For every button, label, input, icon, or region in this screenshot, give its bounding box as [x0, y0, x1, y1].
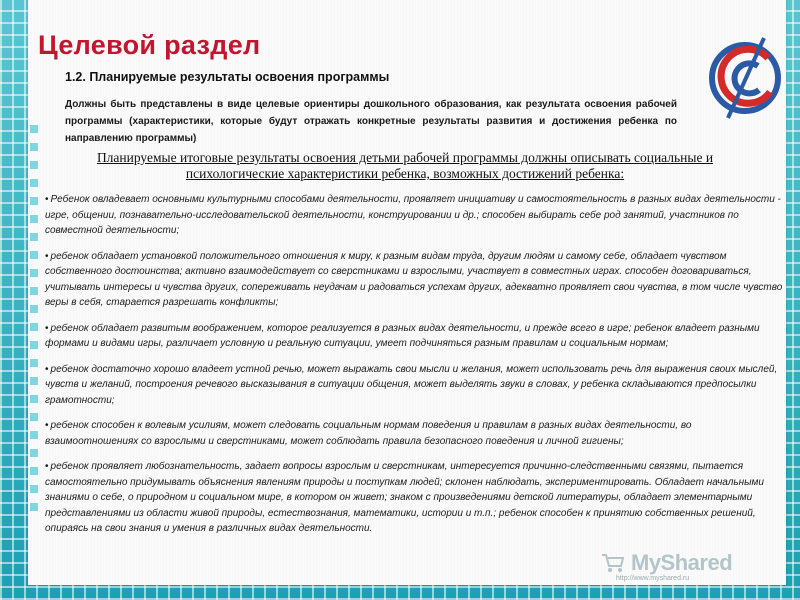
list-item: [45, 362, 785, 409]
bullet-icon: •: [45, 363, 49, 375]
bullet-icon: •: [45, 420, 49, 431]
education-standard-logo: [706, 32, 784, 124]
list-item-text: ребенок проявляет любознательность, задает вопросы взрослым и сверстникам, интересуется причинно-следственными связями, пытается самостоятельно придумывать объяснения явлениям природы и поступкам людей; склонен наблюдать, экспериментировать. Обладает начальными знаниями о себе, о природном и социальном мире, в котором он живет; знаком с произведениями детской литературы, обладает элементарными представлениями из области живой природы, естествознания, математики, истории и т.п.; ребенок способен к принятию собственных решений, опираясь на свои знания и умения в различных видах деятельности.: [45, 461, 764, 534]
list-item-text: Ребенок овладевает основными культурными способами деятельности, проявляет инициативу и самостоятельность в разных видах деятельности - игре, общении, познавательно-исследовательской деятельности, конструировании и др.; способен выбирать себе род занятий, участников по совместной деятельности;: [45, 194, 781, 236]
watermark-url: http://www.myshared.ru: [616, 575, 690, 582]
cart-icon: [601, 552, 625, 574]
watermark: [601, 549, 771, 577]
results-heading: Планируемые итоговые результаты освоения детьми рабочей программы должны описывать социальные и психологические характеристики ребенка, возможных достижений ребенка:: [96, 150, 714, 181]
bullet-icon: •: [45, 194, 49, 205]
bullet-icon: •: [45, 250, 49, 262]
intro-paragraph: Должны быть представлены в виде целевые ориентиры дошкольного образования, как результата освоения рабочей программы (характеристики, которые будут отражать конкретные результаты развития и достижения ребенка по направлению программы): [65, 99, 677, 144]
bullet-icon: •: [45, 322, 49, 334]
list-item: [45, 459, 785, 537]
list-item-text: ребенок достаточно хорошо владеет устной речью, может выражать свои мысли и желания, может использовать речь для выражения своих мыслей, чувств и желаний, построения речевого высказывания в ситуации общения, может выделять звуки в словах, у ребенка складываются предпосылки грамотности;: [45, 363, 778, 406]
watermark-brand: MyShared: [631, 550, 733, 575]
results-list: [45, 192, 785, 547]
list-item: [45, 249, 785, 311]
list-item: [45, 321, 785, 352]
decorative-squares: [29, 124, 40, 512]
list-item-text: ребенок обладает развитым воображением, которое реализуется в разных видах деятельности, и прежде всего в игре; ребенок владеет разными формами и видами игры, различает условную и реальную ситуации, умеет подчиняться разным правилам и социальным нормам;: [45, 322, 760, 349]
list-item: [45, 418, 785, 449]
section-subtitle: 1.2. Планируемые результаты освоения программы: [65, 70, 390, 84]
list-item-text: ребенок способен к волевым усилиям, может следовать социальным нормам поведения и правилам в разных видах деятельности, во взаимоотношениях со взрослыми и сверстниками, может соблюдать правила безопасного поведения и личной гигиены;: [45, 420, 692, 447]
list-item-text: ребенок обладает установкой положительного отношения к миру, к разным видам труда, другим людям и самому себе, обладает чувством собственного достоинства; активно взаимодействует со сверстниками и взрослыми, участвует в совместных играх. способен договариваться, учитывать интересы и чувства других, сопереживать неудачам и радоваться успехам других, адекватно проявляет свои чувства, в том числе чувство веры в себя, старается разрешать конфликты;: [45, 250, 783, 308]
slide-title: Целевой раздел: [38, 30, 261, 60]
bullet-icon: •: [45, 461, 49, 472]
list-item: [45, 192, 785, 239]
